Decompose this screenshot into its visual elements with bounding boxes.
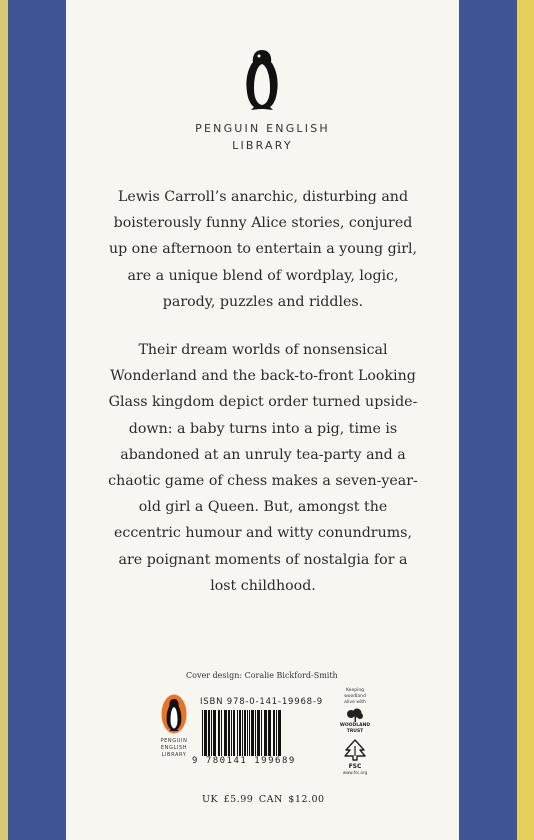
barcode-bar — [221, 710, 222, 756]
barcode-bar — [244, 710, 246, 756]
publisher-label-line3: LIBRARY — [161, 752, 187, 758]
cover-design-credit: Cover design: Coralie Bickford-Smith — [186, 671, 338, 680]
blurb-paragraph-2: Their dream worlds of nonsensical Wonderland and the back-to-front Looking Glass kingdom depict order turned upside-down: a baby turns into a pig, time is abandoned at an unruly tea-party and a chaotic game of chess makes a seven-year-old girl a Queen. But, amongst the eccentric humour and witty conundrums, are poignant moments of nostalgia for a lost childhood. — [108, 342, 418, 594]
barcode-bar — [231, 710, 232, 756]
woodland-text-line3: alive with — [344, 700, 366, 705]
barcode-bar — [249, 710, 250, 756]
barcode-bar — [276, 710, 277, 756]
series-name-line1: PENGUIN ENGLISH — [195, 122, 330, 135]
barcode-bar — [213, 710, 216, 756]
barcode — [200, 710, 328, 756]
barcode-bar — [239, 710, 241, 756]
barcode-bar — [251, 710, 254, 756]
fsc-tree-icon — [342, 738, 368, 762]
woodland-trust-label — [338, 723, 372, 735]
woodland-text-line1: Keeping — [345, 688, 365, 693]
series-name-line2: LIBRARY — [232, 139, 293, 152]
barcode-bar — [218, 710, 220, 756]
woodland-text — [338, 688, 372, 706]
woodland-text-line2: woodland — [344, 694, 366, 699]
barcode-bar — [264, 710, 267, 756]
yellow-edge-left — [0, 0, 8, 840]
isbn-text: ISBN 978-0-141-19968-9 — [200, 697, 323, 707]
barcode-bar — [247, 710, 248, 756]
barcode-bar — [268, 710, 271, 756]
blue-band-left — [8, 0, 66, 840]
barcode-bar — [255, 710, 256, 756]
price: UK £5.99 CAN $12.00 — [202, 794, 325, 805]
barcode-bar — [242, 710, 243, 756]
barcode-bar — [257, 710, 260, 756]
barcode-bar — [278, 710, 281, 756]
barcode-bar — [211, 710, 212, 756]
woodland-label-line1: WOODLAND — [339, 723, 371, 728]
barcode-bar — [273, 710, 275, 756]
barcode-bar — [202, 710, 203, 756]
penguin-icon — [242, 48, 282, 112]
publisher-label-line1: PENGUIN — [160, 738, 188, 744]
barcode-number: 9 780141 199689 — [192, 756, 296, 766]
tree-icon — [346, 708, 364, 722]
series-name — [66, 120, 459, 154]
barcode-bar — [233, 710, 235, 756]
barcode-bar — [208, 710, 210, 756]
yellow-edge-right — [517, 0, 534, 840]
back-cover-panel — [66, 0, 459, 840]
blurb-paragraph-1: Lewis Carroll’s anarchic, disturbing and boisterously funny Alice stories, conjured up one afternoon to entertain a young girl, are a unique blend of wordplay, logic, parody, puzzles and riddles. — [108, 189, 418, 310]
barcode-bar — [228, 710, 230, 756]
barcode-bar — [237, 710, 238, 756]
publisher-label-line2: ENGLISH — [160, 745, 188, 751]
fsc-url: www.fsc.org — [342, 770, 368, 775]
woodland-label-line2: TRUST — [346, 729, 364, 734]
penguin-logo-icon — [161, 694, 187, 734]
publisher-label — [152, 738, 196, 759]
barcode-bar — [224, 710, 227, 756]
blue-band-right — [459, 0, 517, 840]
blurb — [104, 184, 422, 621]
barcode-bar — [204, 710, 207, 756]
barcode-bar — [261, 710, 262, 756]
fsc-label: FSC — [348, 763, 362, 770]
